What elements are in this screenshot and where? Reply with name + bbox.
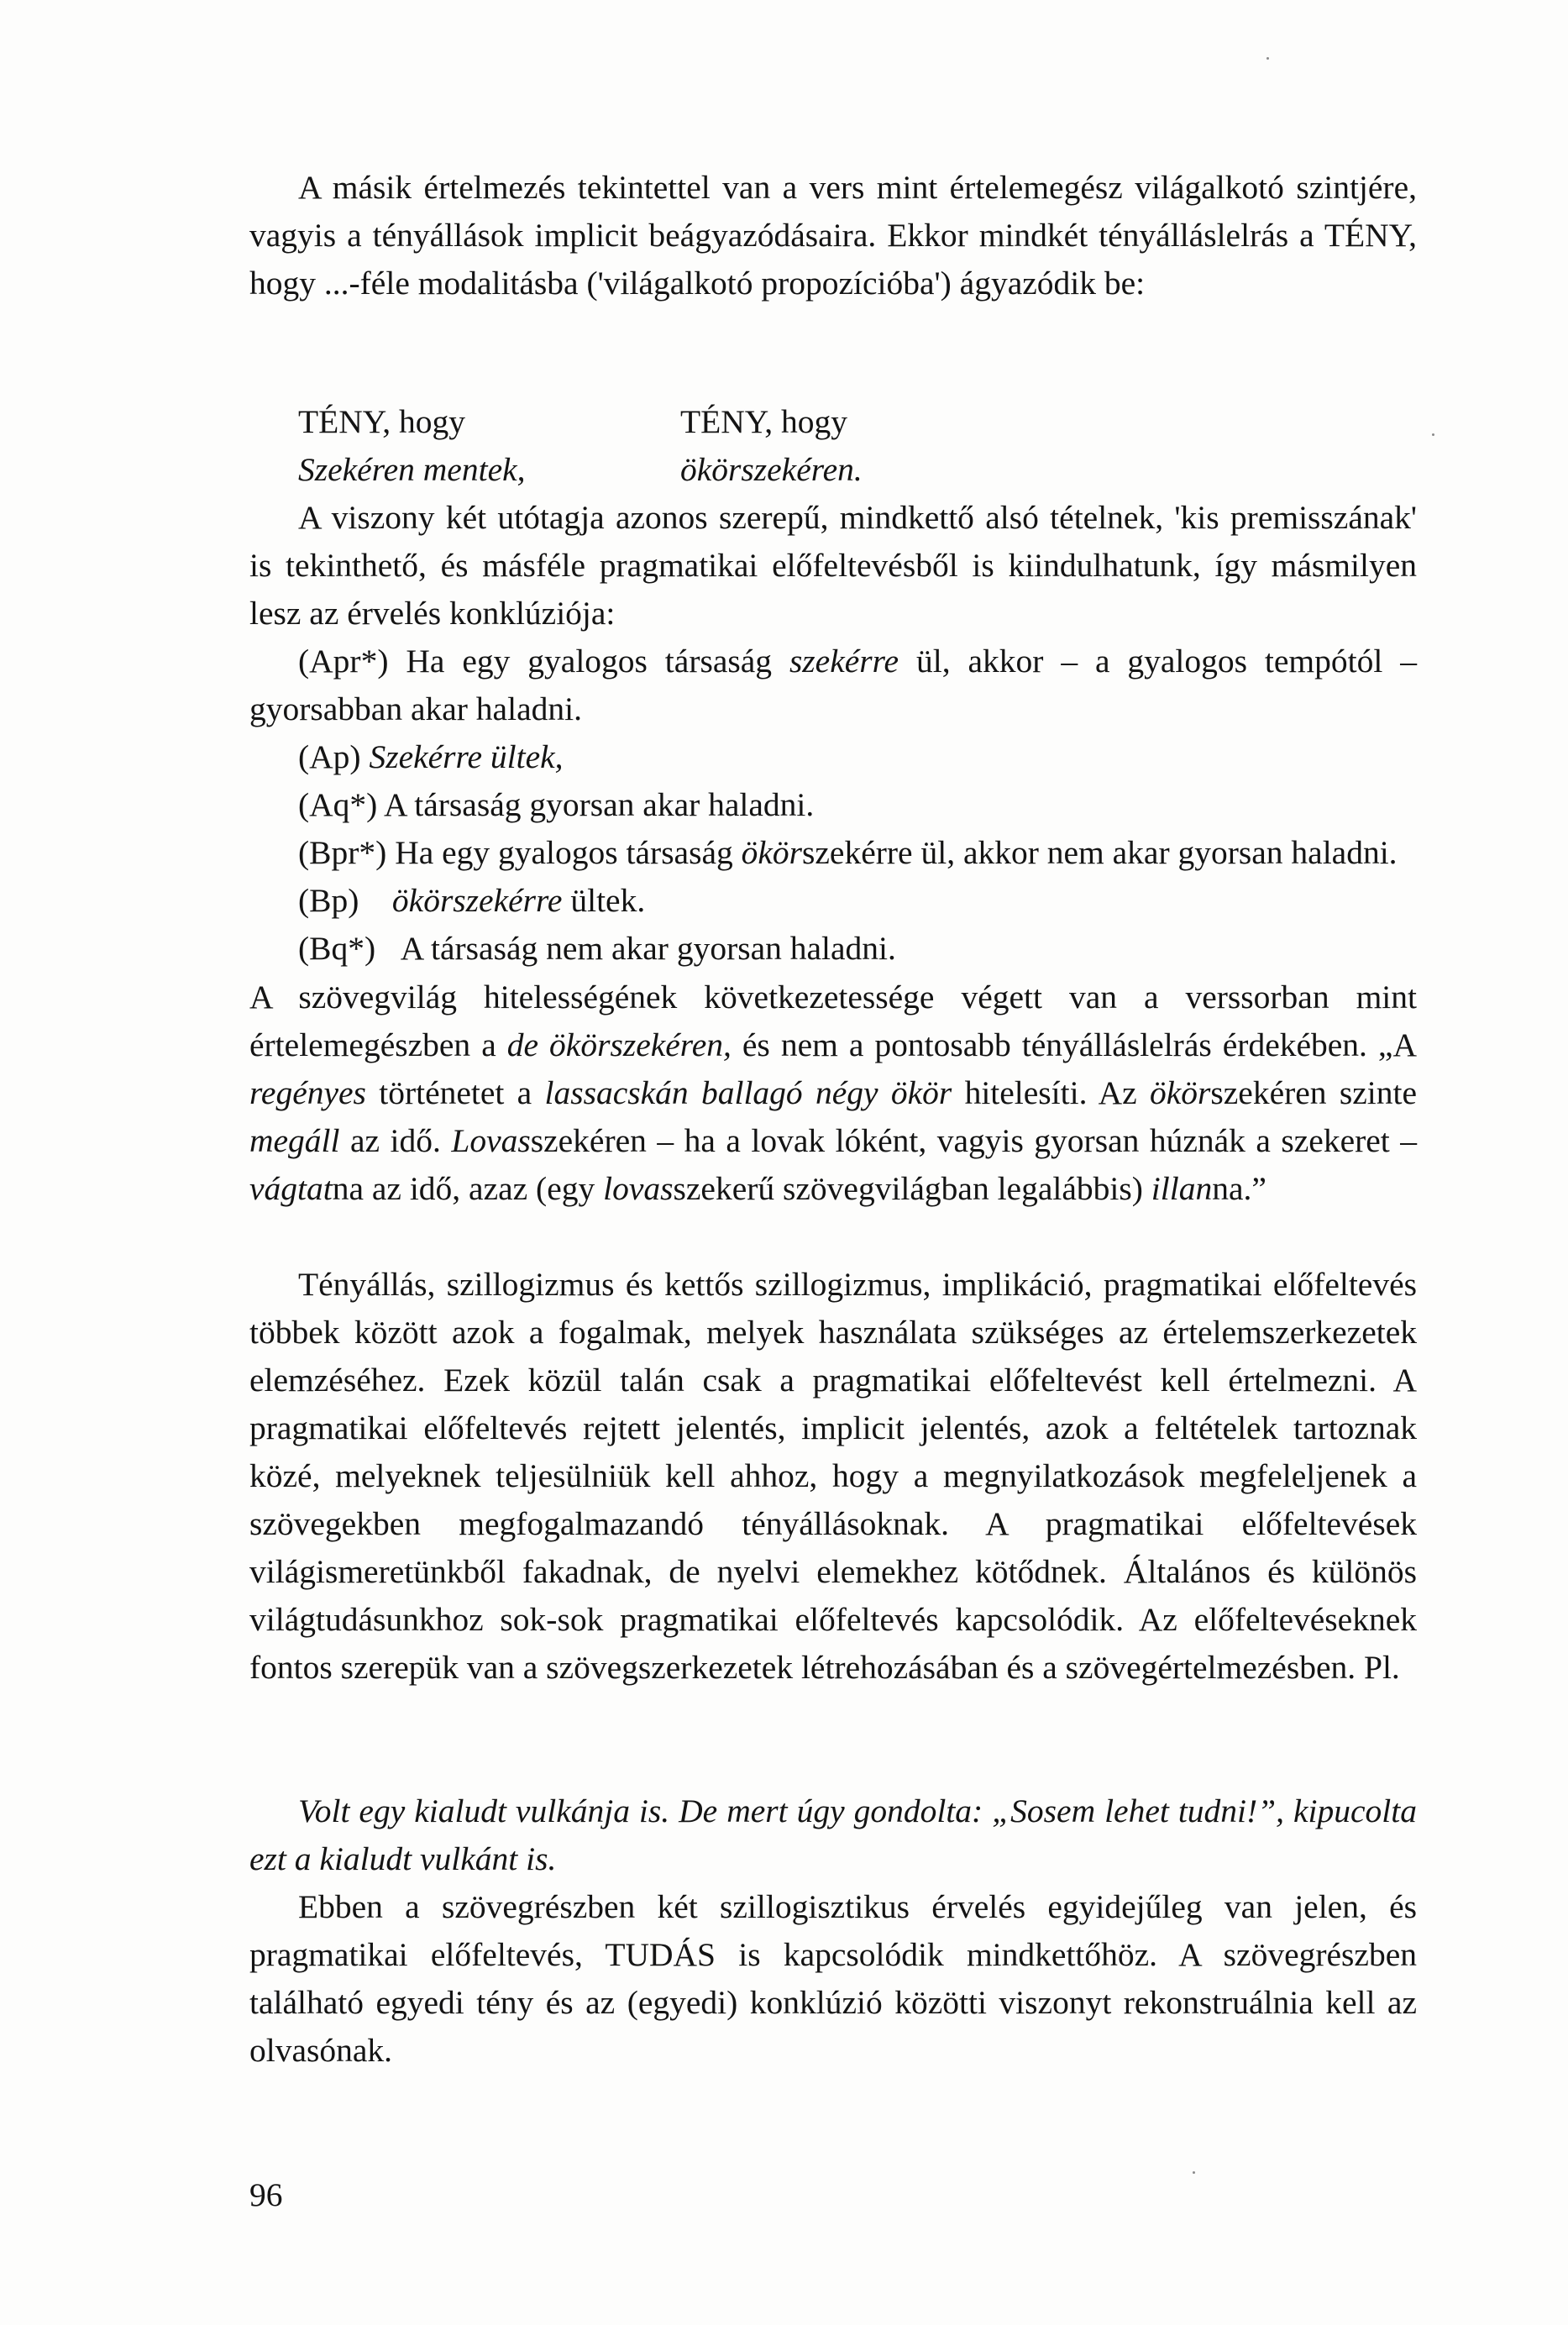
emphasis-run: regényes [249,1074,366,1111]
scan-speck [1266,57,1269,60]
example-bq [249,925,1417,973]
emphasis-run: megáll [249,1122,340,1159]
example-emphasis: ökörszekérre [391,882,563,919]
pair-left-heading: TÉNY, hogy [298,403,465,440]
quote-text: Volt egy kialudt vulkánja is. De mert úgy gondolta: „Sosem lehet tudni!”, kipucolta ezt a kialudt vulkánt is. [249,1792,1417,1877]
text-run: hitelesíti. Az [952,1074,1150,1111]
text-run: történetet a [365,1074,545,1111]
emphasis-run: vágtat [249,1170,333,1207]
paragraph-text: A viszony két utótagja azonos szerepű, mindkettő alsó tételnek, 'kis premisszának' is tekinthető, és másféle pragmatikai előfeltevésből is kiindulhatunk, így másmilyen lesz az érvelés konklúziója: [249,499,1417,632]
example-emphasis: ökör [741,834,803,871]
example-text: ül, akkor – a gyalogos tempótól – gyorsabban akar haladni. [249,643,1418,727]
example-label: (Aq*) [298,786,378,823]
example-label: (Ap) [298,738,361,775]
paragraph-6 [249,1883,1417,2075]
paragraph-text: A másik értelmezés tekintettel van a vers mint értelemegész világalkotó szintjére, vagyis a tényállások implicit beágyazódásaira. Ekkor mindkét tényálláslelrás a TÉNY, hogy ...-féle modalitásba ('világalkotó propozícióba') ágyazódik be: [249,169,1417,302]
example-text: Ha egy gyalogos társaság [386,834,742,871]
paragraph-text [249,1787,1417,1883]
emphasis-run: illan [1151,1170,1213,1207]
emphasis-run: lassacskán ballagó négy ökör [544,1074,952,1111]
syllogism-examples [249,638,1417,973]
text-run: szekéren szinte [1210,1074,1417,1111]
text-run: az idő. [339,1122,452,1159]
scan-speck [1193,2171,1195,2174]
paragraph-1 [249,164,1417,307]
example-text: A társaság nem akar gyorsan haladni. [400,930,896,967]
page-number: 96 [249,2176,283,2213]
emphasis-run: lovas [603,1170,674,1207]
text-run: szekerű szövegvilágban legalábbis) [673,1170,1151,1207]
example-emphasis: Szekérre ültek, [369,738,564,775]
emphasis-run: Lovas [451,1122,531,1159]
paragraph-3 [249,974,1417,1213]
pair-right-clause: ökörszekéren. [680,451,863,488]
scan-speck [1432,433,1434,436]
paragraph-text: Tényállás, szillogizmus és kettős szillogizmus, implikáció, pragmatikai előfeltevés többek között azok a fogalmak, melyek használata szükséges az értelemszerkezetek elemzéséhez. Ezek közül talán csak a pragmatikai előfeltevést kell értelmezni. A pragmatikai előfeltevés rejtett jelentés, implicit jelentés, azok a feltételek tartoznak közé, melyeknek teljesülniük kell ahhoz, hogy a megnyilatkozások megfeleljenek a szövegekben megfogalmazandó tényállásoknak. A pragmatikai előfeltevések világismeretünkből fakadnak, de nyelvi elemekhez kötődnek. Általános és különös világtudásunkhoz sok-sok pragmatikai előfeltevés kapcsolódik. Az előfeltevéseknek fontos szerepük van a szövegszerkezetek létrehozásában és a szövegértelmezésben. Pl. [249,1266,1417,1686]
paragraph-text [249,974,1417,1213]
text-run: A szövegvilág hitelességének következetessége végett van a verssorban mint értelemegészben a [249,979,1417,1063]
example-apr [249,638,1417,733]
example-aq [249,781,1417,829]
example-text: Ha egy gyalogos társaság [388,643,789,680]
paragraph-2 [249,494,1417,638]
fact-pair [298,398,1306,494]
example-ap [249,733,1417,781]
example-text: A társaság gyorsan akar haladni. [377,786,815,823]
example-label: (Bpr*) [298,834,387,871]
pair-right-heading: TÉNY, hogy [680,403,847,440]
example-label: (Apr*) [298,643,389,680]
emphasis-run: de ökörszekéren, [506,1026,732,1063]
example-quote [249,1787,1417,1883]
example-text: ültek. [562,882,646,919]
example-text: szekérre ül, akkor nem akar gyorsan haladni. [802,834,1398,871]
text-run: szekéren – ha a lovak lóként, vagyis gyorsan húznák a szekeret – [530,1122,1417,1159]
paragraph-text: Ebben a szövegrészben két szillogisztikus érvelés egyidejűleg van jelen, és pragmatikai előfeltevés, TUDÁS is kapcsolódik mindkettőhöz. A szövegrészben található egyedi tény és az (egyedi) konklúzió közötti viszonyt rekonstruálnia kell az olvasónak. [249,1888,1417,2069]
example-label: (Bq*) [298,930,376,967]
example-emphasis: szekérre [789,643,899,680]
text-run: és nem a pontosabb tényálláslelrás érdekében. „A [731,1026,1417,1063]
example-bpr [249,829,1417,877]
example-label: (Bp) [298,882,359,919]
example-bp [249,877,1417,925]
paragraph-4 [249,1261,1417,1692]
text-run: na.” [1212,1170,1266,1207]
emphasis-run: ökör [1149,1074,1211,1111]
pair-left-clause: Szekéren mentek, [298,451,526,488]
text-run: na az idő, azaz (egy [332,1170,604,1207]
